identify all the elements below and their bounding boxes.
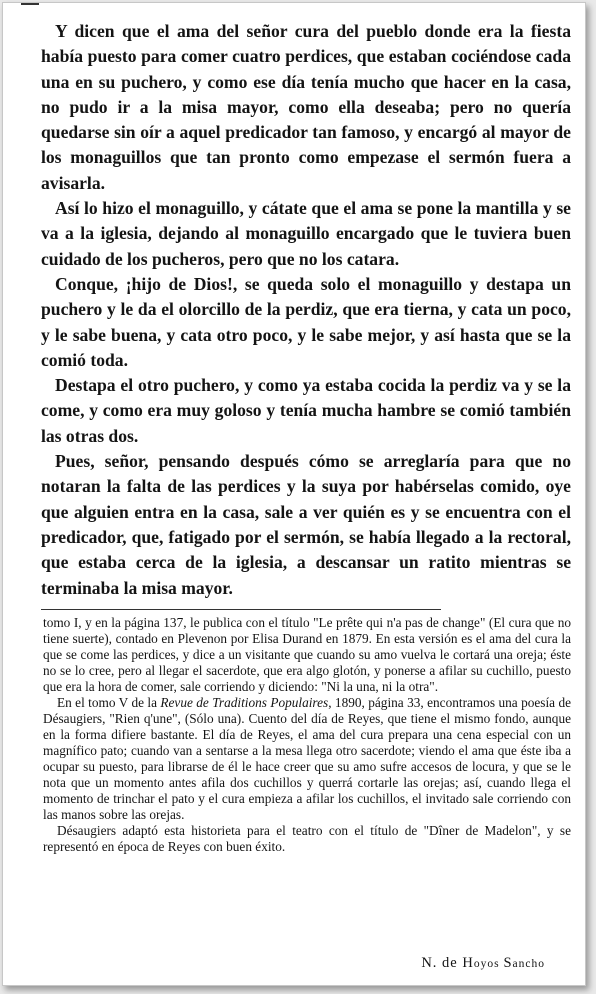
paragraph-3: Conque, ¡hijo de Dios!, se queda solo el monaguillo y destapa un puchero y le da el olorcillo de la perdiz, que era tierna, y cata un poco, y le sabe buena, y cata otro poco, y le sabe mejor, y así hasta que se la comió toda.	[41, 273, 571, 370]
author-signature	[421, 955, 545, 972]
footnotes	[43, 615, 571, 855]
footnote-separator	[41, 609, 441, 610]
document-page	[2, 2, 586, 986]
footnote-2-start: En el tomo V de la	[57, 695, 161, 710]
paragraph-1: Y dicen que el ama del señor cura del pueblo donde era la fiesta había puesto para comer cuatro perdices, que estaban cociéndose cada una en su puchero, y como ese día tenía mucho que hacer en la casa, no pudo ir a la misa mayor, como ella deseaba; pero no quería quedarse sin oír a aquel predicador tan famoso, y encargó al mayor de los monaguillos que tan pronto como empezase el sermón fuera a avisarla.	[41, 21, 571, 193]
footnote-2	[43, 695, 571, 823]
footnote-2-rest: , 1890, página 33, encontramos una poesía de Désaugiers, "Rien q'une", (Sólo una). Cuento del día de Reyes, que tiene el mismo fondo, aunque en la forma difiere bastante. El día de Reyes, el ama del cura prepara una cena especial con un magnífico pato; cuando van a sentarse a la mesa llega otro sacerdote; viendo el ama que éste iba a ocupar su puesto, para librarse de él le hace creer que su amo sufre accesos de locura, y que se le nota que un momento antes afila dos cuchillos y querrá cortarle las orejas; así, cuando llega el momento de trinchar el pato y el cura empieza a afilar los cuchillos, el invitado sale corriendo con las manos sobre las orejas.	[43, 695, 571, 822]
signature-ancho: ancho	[512, 958, 545, 970]
signature-initial: N. de	[421, 955, 463, 971]
paragraph-5: Pues, señor, pensando después cómo se arreglaría para que no notaran la falta de las perdices y la suya por habérselas comido, oye que alguien entra en la casa, sale a ver quién es y se encuentra con el predicador, que, fatigado por el sermón, se había llegado a la rectoral, que estaba cerca de la iglesia, a descansar un ratito mientras se terminaba la misa mayor.	[41, 451, 571, 598]
main-text	[41, 19, 571, 601]
footnote-3: Désaugiers adaptó esta historieta para el teatro con el título de "Dîner de Madelon", y se representó en época de Reyes con buen éxito.	[43, 823, 571, 854]
page-edge-mark	[21, 3, 39, 5]
signature-oyos: oyos	[473, 958, 504, 970]
paragraph-4: Destapa el otro puchero, y como ya estaba cocida la perdiz va y se la come, y como era muy goloso y tenía mucha hambre se comió también las otras dos.	[41, 375, 571, 446]
signature-s: S	[503, 955, 513, 971]
signature-h: H	[462, 955, 474, 971]
footnote-1: tomo I, y en la página 137, le publica con el título "Le prête qui n'a pas de change" (El cura que no tiene suerte), contado en Plevenon por Elisa Durand en 1879. En esta versión es el ama del cura la que se come las perdices, y dice a un visitante que cuando su amo vuelva le cortará una oreja; éste no se lo cree, pero al llegar el sacerdote, que era algo glotón, y ponerse a afilar su cuchillo, puesto que era la hora de comer, sale corriendo y diciendo: "Ni la una, ni la otra".	[43, 615, 571, 694]
paragraph-2: Así lo hizo el monaguillo, y cátate que el ama se pone la mantilla y se va a la iglesia, dejando al monaguillo encargado que le tuviera buen cuidado de los pucheros, pero que no los catara.	[41, 198, 571, 269]
journal-title: Revue de Traditions Populaires	[160, 695, 329, 710]
